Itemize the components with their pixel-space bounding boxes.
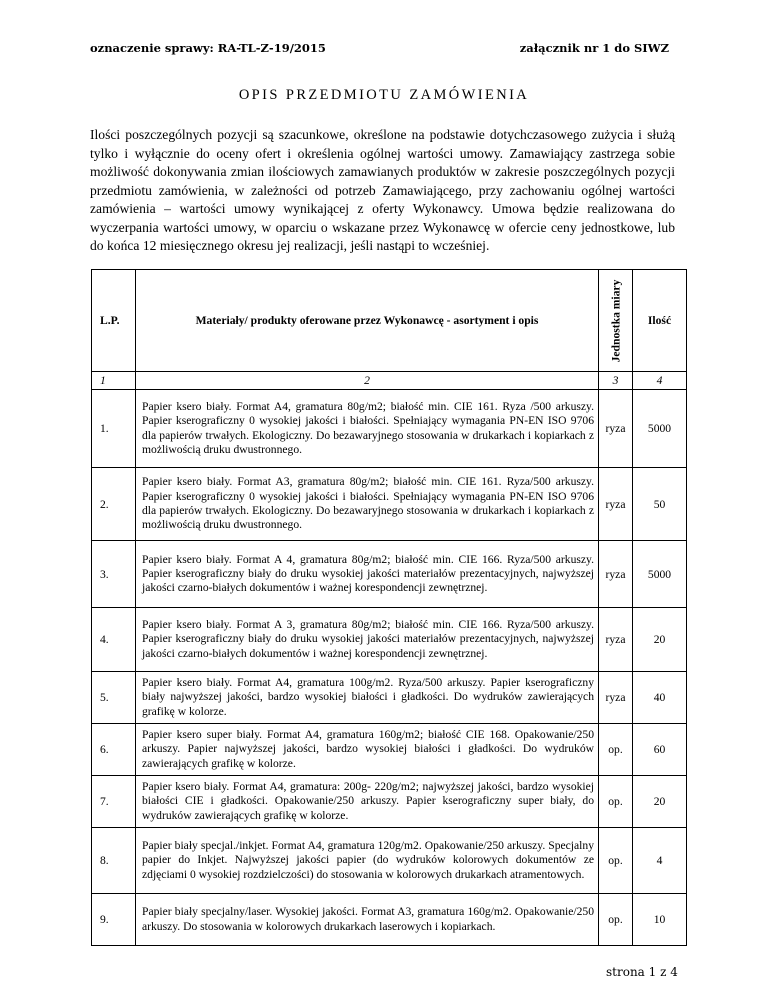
row-quantity: 4 [633, 828, 687, 894]
row-unit: ryza [599, 390, 633, 468]
row-unit: op. [599, 724, 633, 776]
row-unit: ryza [599, 672, 633, 724]
row-quantity: 50 [633, 468, 687, 541]
row-description: Papier ksero biały. Format A4, gramatura 80g/m2; białość min. CIE 161. Ryza /500 arkuszy. Papier kserograficzny 0 wysokiej jakości i białości. Spełniający wymagania PN-EN ISO 9706 dla papierów trwałych. Ekologiczny. Do bezawaryjnego stosowania w drukarkach i kopiarkach z możliwością druku dwustronnego. [136, 390, 599, 468]
column-number: 4 [633, 372, 687, 390]
row-unit: op. [599, 828, 633, 894]
header-quantity: Ilość [633, 270, 687, 372]
row-unit: ryza [599, 608, 633, 672]
row-description: Papier ksero biały. Format A4, gramatura: 200g- 220g/m2; najwyższej jakości, bardzo wysokiej białości CIE i gładkości. Opakowanie/250 arkuszy. Papier kserograficzny super biały, do wydruków zawierających grafikę w kolorze. [136, 776, 599, 828]
header-unit [599, 270, 633, 372]
row-lp: 4. [92, 608, 136, 672]
table-row [92, 894, 687, 946]
column-number: 3 [599, 372, 633, 390]
row-unit: ryza [599, 541, 633, 608]
row-lp: 5. [92, 672, 136, 724]
row-description: Papier ksero biały. Format A 3, gramatura 80g/m2; białość min. CIE 166. Ryza/500 arkuszy. Papier kserograficzny biały do druku wysokiej jakości materiałów prezentacyjnych, najwyższej jakości czarno-białych dokumentów i ważnej korespondencji zewnętrznej. [136, 608, 599, 672]
row-unit: op. [599, 894, 633, 946]
row-description: Papier ksero biały. Format A4, gramatura 100g/m2. Ryza/500 arkuszy. Papier kserograficzny biały najwyższej jakości, bardzo wysokiej białości i gładkości. Do wydruków zawierających grafikę w kolorze. [136, 672, 599, 724]
row-description: Papier ksero super biały. Format A4, gramatura 160g/m2; białość CIE 168. Opakowanie/250 arkuszy. Papier najwyższej jakości, bardzo wysokiej białości i gładkości. Do wydruków zawierających grafikę w kolorze. [136, 724, 599, 776]
row-unit: op. [599, 776, 633, 828]
row-unit: ryza [599, 468, 633, 541]
row-lp: 8. [92, 828, 136, 894]
row-quantity: 5000 [633, 541, 687, 608]
attachment-label: załącznik nr 1 do SIWZ [519, 41, 669, 55]
table-row [92, 390, 687, 468]
items-table [91, 269, 687, 946]
row-lp: 1. [92, 390, 136, 468]
row-lp: 9. [92, 894, 136, 946]
row-quantity: 60 [633, 724, 687, 776]
header-description: Materiały/ produkty oferowane przez Wykonawcę - asortyment i opis [136, 270, 599, 372]
row-description: Papier biały specjal./inkjet. Format A4, gramatura 120g/m2. Opakowanie/250 arkuszy. Specjalny papier do Inkjet. Najwyższej jakości papier (do wydruków kolorowych dokumentów ze zdjęciami 0 wysokiej rozdzielczości) do stosowania w kolorowych drukarkach atramentowych. [136, 828, 599, 894]
column-number: 1 [92, 372, 136, 390]
table-row [92, 608, 687, 672]
column-number: 2 [136, 372, 599, 390]
intro-paragraph: Ilości poszczególnych pozycji są szacunkowe, określone na podstawie dotychczasowego zużycia i służą tylko i wyłącznie do oceny ofert i określenia ogólnej wartości umowy. Zamawiający zastrzega sobie możliwość dokonywania zmian ilościowych zamawianych produktów w zakresie poszczególnych pozycji przedmiotu zamówienia, w zależności od potrzeb Zamawiającego, przy zachowaniu ogólnej wartości zamówienia – wartości umowy wynikającej z oferty Wykonawcy. Umowa będzie realizowana do wyczerpania wartości umowy, w oparciu o wskazane przez Wykonawcę w ofercie ceny jednostkowe, lub do końca 12 miesięcznego okresu jej realizacji, jeśli nastąpi to wcześniej. [90, 127, 675, 253]
page-number: strona 1 z 4 [606, 965, 678, 979]
table-row [92, 541, 687, 608]
table-row [92, 468, 687, 541]
header-unit-label: Jednostka miary [609, 279, 622, 362]
table-header-row [92, 270, 687, 372]
table-row [92, 776, 687, 828]
table-row [92, 672, 687, 724]
row-quantity: 5000 [633, 390, 687, 468]
page-title: OPIS PRZEDMIOTU ZAMÓWIENIA [238, 87, 530, 103]
row-description: Papier biały specjalny/laser. Wysokiej jakości. Format A3, gramatura 160g/m2. Opakowanie/250 arkuszy. Do stosowania w kolorowych drukarkach laserowych i kopiarkach. [136, 894, 599, 946]
table-row [92, 828, 687, 894]
row-description: Papier ksero biały. Format A 4, gramatura 80g/m2; białość min. CIE 166. Ryza/500 arkuszy. Papier kserograficzny biały do druku wysokiej jakości materiałów prezentacyjnych, najwyższej jakości czarno-białych dokumentów i ważnej korespondencji zewnętrznej. [136, 541, 599, 608]
row-description: Papier ksero biały. Format A3, gramatura 80g/m2; białość min. CIE 161. Ryza/500 arkuszy. Papier kserograficzny 0 wysokiej jakości i białości. Spełniający wymagania PN-EN ISO 9706 dla papierów trwałych. Ekologiczny. Do bezawaryjnego stosowania w drukarkach i kopiarkach z możliwością druku dwustronnego. [136, 468, 599, 541]
column-number-row [92, 372, 687, 390]
header-lp: L.P. [92, 270, 136, 372]
row-quantity: 40 [633, 672, 687, 724]
row-quantity: 20 [633, 776, 687, 828]
row-lp: 7. [92, 776, 136, 828]
table-row [92, 724, 687, 776]
case-reference: oznaczenie sprawy: RA-TL-Z-19/2015 [90, 41, 326, 55]
row-lp: 2. [92, 468, 136, 541]
row-lp: 3. [92, 541, 136, 608]
row-quantity: 10 [633, 894, 687, 946]
row-quantity: 20 [633, 608, 687, 672]
row-lp: 6. [92, 724, 136, 776]
